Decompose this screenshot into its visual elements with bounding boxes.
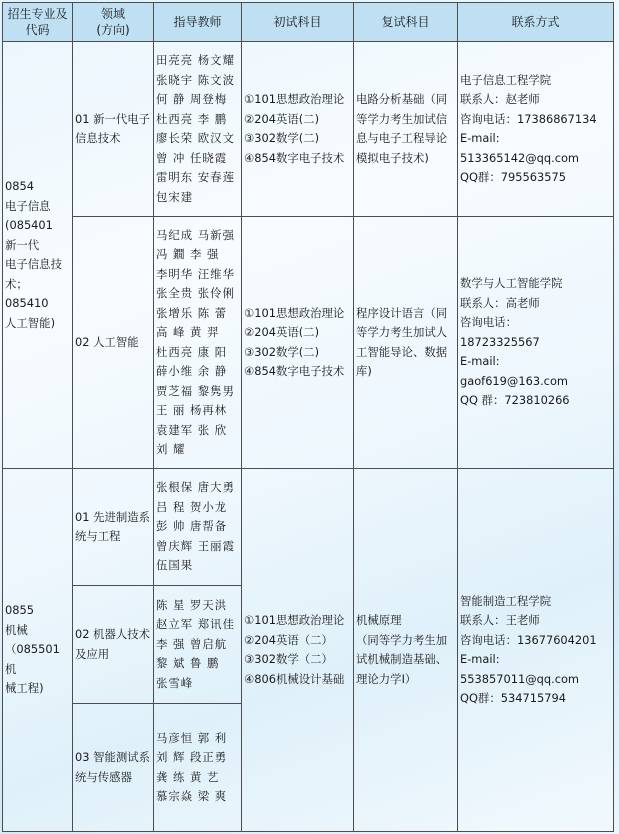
header-tutors: 指导教师 [154,3,242,42]
prelim-exam-cell: ①101思想政治理论 ②204英语（二） ③302数学（二） ④806机械设计基础 [242,469,354,832]
header-contact: 联系方式 [458,3,614,42]
tutors-cell: 马彦恒 郭 利 刘 辉 段正勇 龚 练 黄 艺 慕宗焱 梁 爽 [154,704,242,832]
contact-cell: 智能制造工程学院 联系人：王老师 咨询电话：13677604201 E-mail: 553857011@qq.com QQ群：534715794 [458,469,614,832]
tutors-cell: 张根保 唐大勇 吕 程 贺小龙 彭 帅 唐帮备 曾庆辉 王丽霞 伍国果 [154,469,242,586]
header-retest: 复试科目 [354,3,458,42]
header-row [3,3,614,42]
tutors-cell: 田亮亮 杨文耀 张晓宇 陈文波 何 静 周登梅 杜西亮 李 鹏 廖长荣 欧汉文 曾 冲 任晓霞 雷明东 安春莲 包宋建 [154,42,242,217]
table-row [3,42,614,217]
retest-cell: 电路分析基础（同 等学力考生加试信 息与电子工程导论 模拟电子技术) [354,42,458,217]
direction-cell: 01 新一代电子 信息技术 [73,42,154,217]
header-field: 领域 (方向) [73,3,154,42]
retest-cell: 程序设计语言（同 等学力考生加试人 工智能导论、数据 库) [354,217,458,469]
header-major: 招生专业及 代码 [3,3,73,42]
header-prelim: 初试科目 [242,3,354,42]
table-row [3,469,614,586]
direction-cell: 02 人工智能 [73,217,154,469]
prelim-exam-cell: ①101思想政治理论 ②204英语(二) ③302数学(二) ④854数字电子技术 [242,42,354,217]
admission-table [2,2,614,832]
prelim-exam-cell: ①101思想政治理论 ②204英语(二) ③302数学(二) ④854数字电子技术 [242,217,354,469]
direction-cell: 01 先进制造系 统与工程 [73,469,154,586]
direction-cell: 02 机器人技术 及应用 [73,586,154,704]
contact-cell: 电子信息工程学院 联系人：赵老师 咨询电话：17386867134 E-mail: 513365142@qq.com QQ群：795563575 [458,42,614,217]
contact-cell: 数学与人工智能学院 联系人：高老师 咨询电话： 18723325567 E-mail: gaof619@163.com QQ 群：723810266 [458,217,614,469]
direction-cell: 03 智能测试系 统与传感器 [73,704,154,832]
major-cell: 0855 机械 （085501机 械工程) [3,469,73,832]
tutors-cell: 陈 星 罗天洪 赵立军 郑讯佳 李 强 曾启航 黎 斌 鲁 鹏 张雪峰 [154,586,242,704]
retest-cell: 机械原理 （同等学力考生加 试机械制造基础、 理论力学I） [354,469,458,832]
major-cell: 0854 电子信息 (085401 新一代 电子信息技 术；085410 人工智能) [3,42,73,469]
table-row [3,217,614,469]
tutors-cell: 马纪成 马新强 冯 鐗 李 强 李明华 汪维华 张全贵 张伶俐 张增乐 陈 蕾 高 峰 黄 羿 杜西亮 康 阳 薛小维 余 静 贾芝福 黎隽男 王 丽 杨再林 袁建军 张 欣 刘 耀 [154,217,242,469]
